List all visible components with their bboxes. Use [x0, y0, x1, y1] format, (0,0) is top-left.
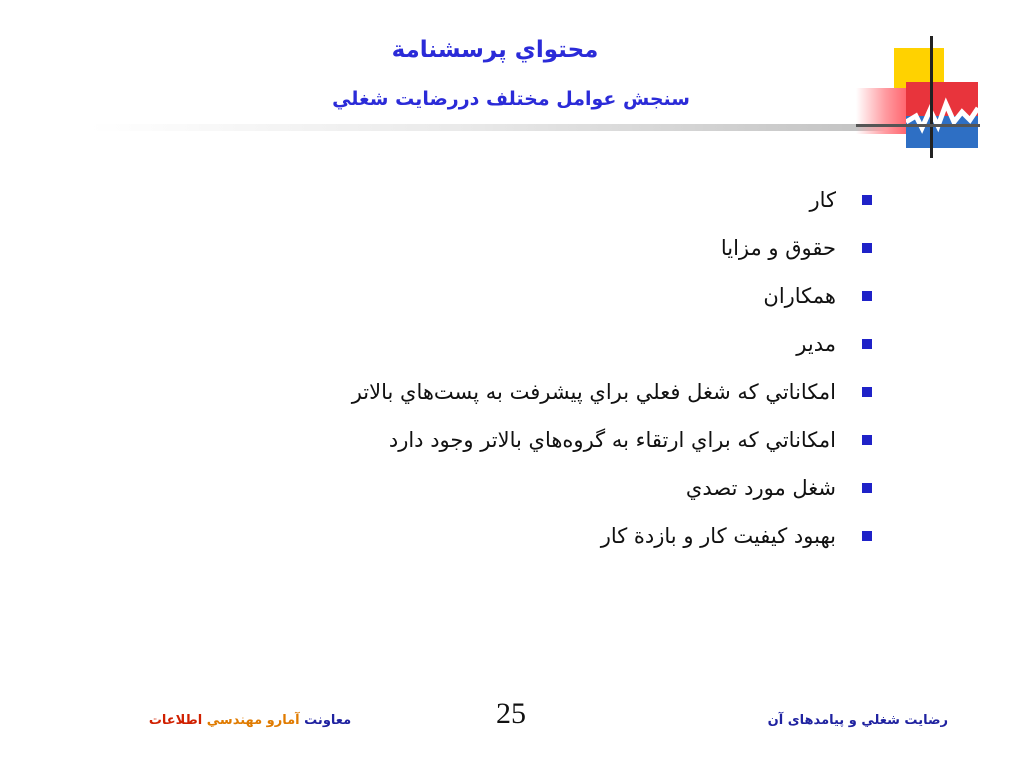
list-item	[176, 176, 836, 224]
bullet-square-icon	[862, 387, 872, 397]
list-item-text: شغل مورد تصدي	[685, 476, 836, 500]
list-item-text: همكاران	[763, 284, 836, 308]
list-item	[176, 224, 836, 272]
logo-horizontal-line	[856, 124, 980, 127]
list-item	[176, 416, 836, 464]
list-item-text: كار	[809, 188, 836, 212]
bullet-list	[176, 176, 836, 560]
list-item-text: امكاناتي كه براي ارتقاء به گروه‌هاي بالاتر وجود دارد	[388, 428, 836, 452]
logo-chart-icon	[906, 82, 978, 148]
bullet-square-icon	[862, 243, 872, 253]
list-item-text: بهبود كيفيت كار و بازدة كار	[600, 524, 836, 548]
footer-department-part2: آمارو مهندسي	[206, 713, 300, 728]
footer-department-part1: معاونت	[304, 713, 352, 728]
footer-topic: رضايت شغلي و پيامدهای آن	[767, 713, 948, 728]
logo-vertical-line	[930, 36, 933, 158]
list-item	[176, 512, 836, 560]
footer-department-part3: اطلاعات	[148, 713, 203, 728]
list-item-text: مدير	[796, 332, 836, 356]
list-item	[176, 368, 836, 416]
bullet-square-icon	[862, 291, 872, 301]
list-item-text: امكاناتي كه شغل فعلي براي پيشرفت به پست‌هاي بالاتر	[351, 380, 836, 404]
list-item-text: حقوق و مزايا	[720, 236, 836, 260]
header-divider	[90, 124, 930, 131]
list-item	[176, 464, 836, 512]
bullet-square-icon	[862, 483, 872, 493]
bullet-square-icon	[862, 339, 872, 349]
footer-department	[130, 708, 370, 734]
page-number: 25	[496, 697, 526, 730]
bullet-square-icon	[862, 435, 872, 445]
slide-subtitle: سنجش عوامل مختلف دررضايت شغلي	[332, 88, 690, 110]
slide-title: محتواي پرسشنامة	[391, 37, 599, 63]
bullet-square-icon	[862, 531, 872, 541]
bullet-square-icon	[862, 195, 872, 205]
logo	[850, 36, 990, 160]
list-item	[176, 272, 836, 320]
list-item	[176, 320, 836, 368]
